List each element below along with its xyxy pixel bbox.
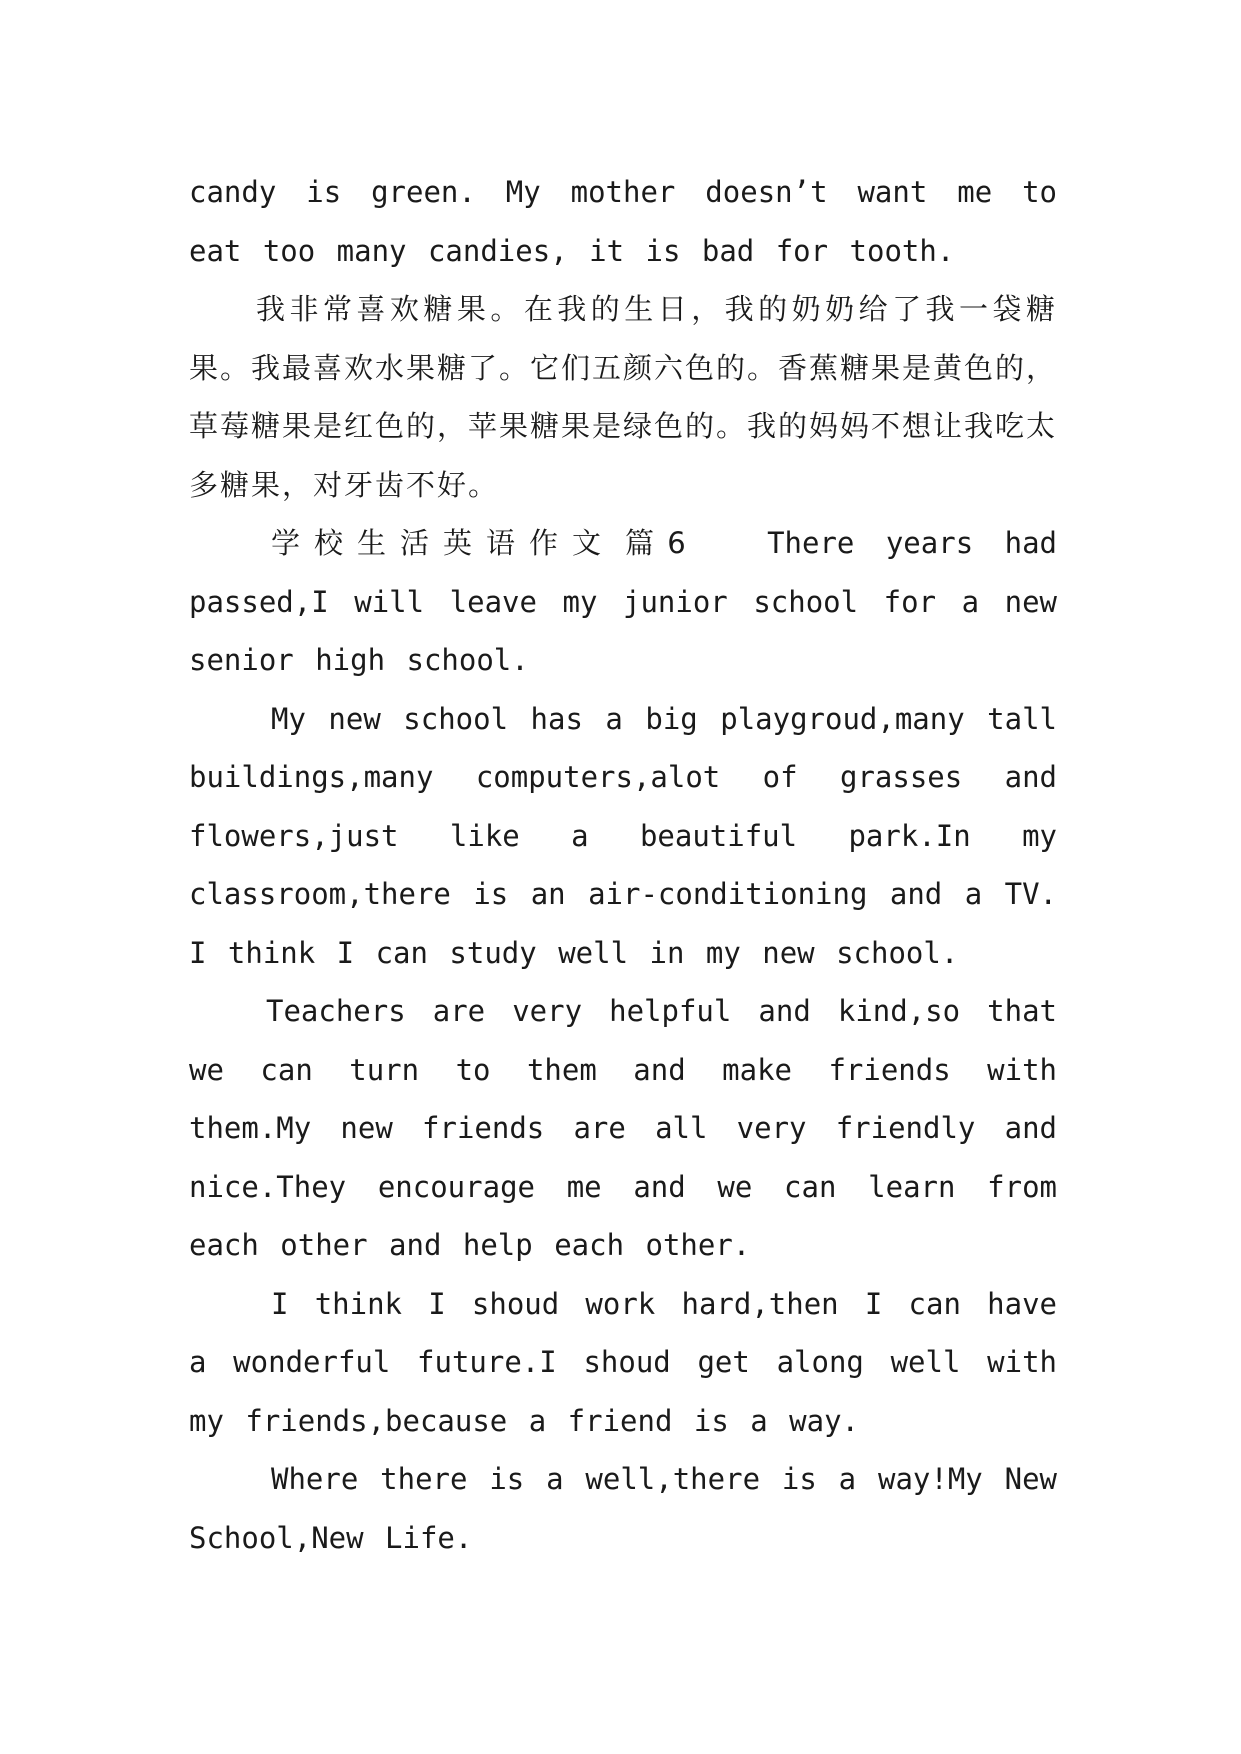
paragraph-candy-english: candy is green. My mother doesn’t want me to eat too many candies, it is bad for tooth. [189, 175, 1057, 268]
paragraph-conclusion: Where there is a well,there is a way!My New School,New Life. [189, 1462, 1057, 1555]
essay-title: 学校生活英语作文 [271, 526, 616, 560]
paragraph-candy-chinese: 我非常喜欢糖果。在我的生日，我的奶奶给了我一袋糖果。我最喜欢水果糖了。它们五颜六色的。香蕉糖果是黄色的，草莓糖果是红色的，苹果糖果是绿色的。我的妈妈不想让我吃太多糖果，对牙齿不好。 [189, 292, 1058, 502]
essay-number: 篇 6 [625, 526, 688, 560]
paragraph-intro: passed,I will leave my junior school for a new senior high school. [189, 584, 1057, 677]
paragraph-new-school: My new school has a big playgroud,many tall buildings,many computers,alot of grasses and flowers,just like a beautiful park.In my classroom,there is an air-conditioning and a TV. I think I can study well in my new school. [189, 701, 1057, 970]
paragraph-work-hard: I think I shoud work hard,then I can have a wonderful future.I shoud get along well with my friends,because a friend is a way. [189, 1286, 1057, 1438]
essay-heading-line [189, 514, 1057, 573]
essay-section-6 [189, 514, 1057, 690]
document-body [189, 163, 1057, 1567]
paragraph-teachers: Teachers are very helpful and kind,so that we can turn to them and make friends with them.My new friends are all very friendly and nice.They encourage me and we can learn from each other and help each other. [189, 994, 1057, 1262]
essay-opening-words: There years had [767, 526, 1057, 560]
